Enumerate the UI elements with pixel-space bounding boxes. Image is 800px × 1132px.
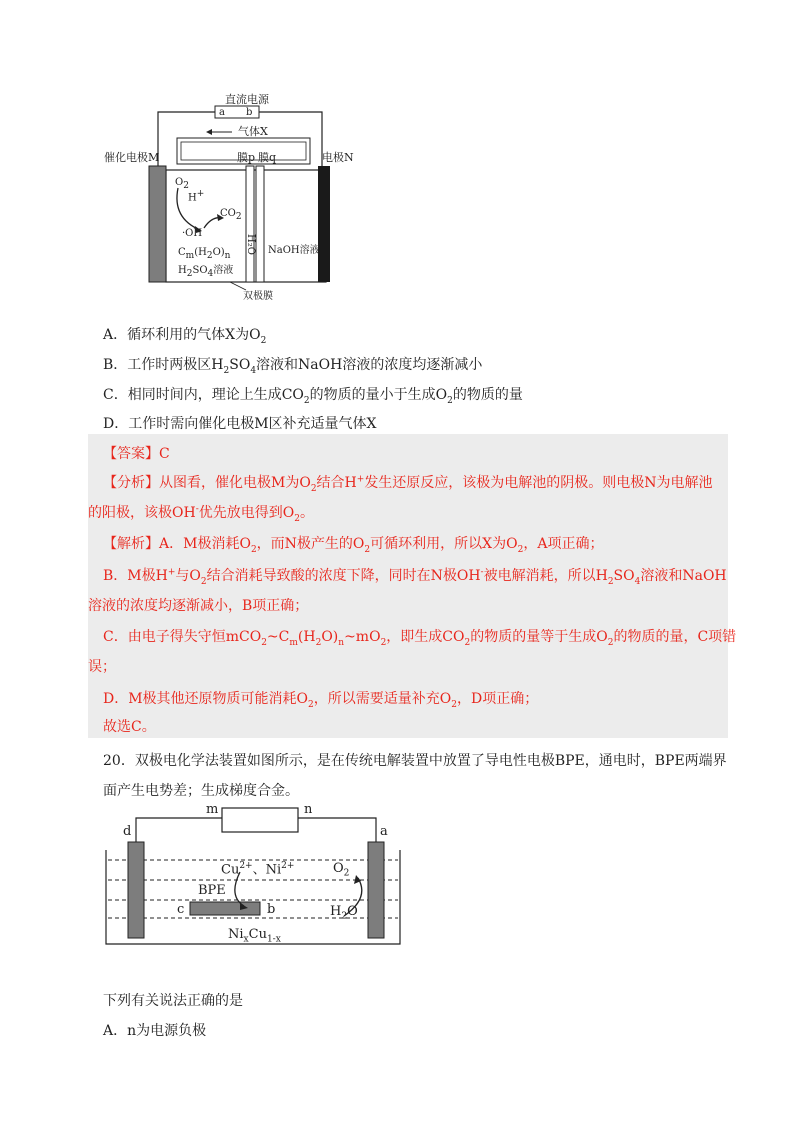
power-source-label: 直流电源 (225, 93, 269, 106)
explanation-line-b2: 溶液的浓度均逐渐减小，B项正确； (88, 598, 309, 614)
electrode-m-label: 催化电极M (104, 151, 160, 164)
q20-option-a: A．n为电源负极 (103, 1023, 207, 1039)
o2-label: $O_2$ (333, 861, 350, 879)
bpe-end-c-label: c (177, 902, 185, 917)
oh-radical-label: ·OH (182, 228, 203, 239)
o2-label: $O_2$ (175, 177, 189, 191)
terminal-n-label: n (304, 802, 313, 817)
electrode-d (128, 842, 144, 938)
wire-left (158, 112, 215, 170)
q20-stem-line-2: 面产生电势差；生成梯度合金。 (103, 783, 299, 799)
co2-label: $CO_2$ (220, 208, 242, 222)
h2o-label: H₂O (245, 234, 256, 255)
gas-x-label: 气体X (238, 125, 268, 138)
explanation-conclusion: 故选C。 (103, 719, 156, 735)
power-source-box (222, 808, 298, 832)
bipolar-membrane-label: 双极膜 (243, 291, 273, 302)
analysis-line-1: 【分析】从图看，催化电极M为$O_2$结合H+发生还原反应，该极为电解池的阴极。则电极N为电解池 (103, 474, 713, 494)
q19-option-c: C．相同时间内，理论上生成$CO_2$的物质的量小于生成$O_2$的物质的量 (103, 387, 523, 406)
cu-ni-ions-label: $Cu^{2+}$、$Ni^{2+}$ (221, 861, 295, 878)
q20-question: 下列有关说法正确的是 (103, 993, 243, 1009)
h2o-label: $H_2O$ (330, 904, 358, 922)
power-terminal-b: b (246, 107, 253, 118)
membrane-q (256, 166, 264, 282)
h-plus-label: H+ (188, 189, 205, 204)
terminal-m-label: m (206, 802, 219, 817)
membrane-p (246, 166, 254, 282)
q20-stem-line-1: 20．双极电化学法装置如图所示，是在传统电解装置中放置了导电性电极BPE，通电时，BPE两端界 (103, 753, 727, 769)
h2so4-solution-label: $H_2SO_4$溶液 (178, 265, 234, 279)
electrode-a (368, 842, 384, 938)
membrane-p-label: 膜p (237, 151, 256, 164)
q19-option-d: D．工作时需向催化电极M区补充适量气体X (103, 416, 377, 432)
explanation-line-c1: C．由电子得失守恒$mCO_2\sim C_m(H_2O)_n\sim mO_2$，即生成$CO_2$的物质的量等于生成$O_2$的物质的量，C项错 (103, 629, 737, 648)
bipolar-pointer (230, 282, 246, 290)
explanation-line-b1: B．M极H+与$O_2$结合消耗导致酸的浓度下降，同时在N极OH-被电解消耗，所以$H_2SO_4$溶液和NaOH (103, 567, 727, 587)
answer-tag: 【答案】C (103, 446, 170, 462)
naoh-solution-label: NaOH溶液 (268, 245, 320, 256)
explanation-line-d: D．M极其他还原物质可能消耗$O_2$，所以需要适量补充$O_2$，D项正确； (103, 691, 539, 710)
electrode-d-label: d (123, 824, 132, 839)
electrode-m (149, 166, 166, 282)
electrode-n (318, 166, 330, 282)
bpe-electrode (190, 902, 260, 915)
explanation-line-c2: 误； (88, 659, 116, 675)
wire-left (136, 818, 222, 842)
explanation-line-a: 【解析】A．M极消耗$O_2$，而N极产生的$O_2$可循环利用，所以X为$O_2$，A项正确； (103, 536, 604, 555)
cm-h2o-n-label: $C_m(H_2O)_n$ (178, 247, 231, 261)
membrane-q-label: 膜q (258, 151, 277, 164)
power-terminal-a: a (219, 107, 225, 118)
electrode-a-label: a (380, 824, 388, 839)
wire-right (298, 818, 376, 842)
alloy-label: $Ni_xCu_{1-x}$ (228, 927, 281, 945)
q19-option-a: A．循环利用的气体X为$O_2$ (103, 327, 267, 346)
bpe-end-b-label: b (267, 902, 276, 917)
bpe-label: BPE (198, 883, 226, 898)
analysis-line-2: 的阳极，该极OH-优先放电得到$O_2$。 (88, 504, 314, 524)
electrode-n-label: 电极N (322, 151, 354, 164)
q19-option-b: B．工作时两极区$H_2SO_4$溶液和NaOH溶液的浓度均逐渐减小 (103, 357, 483, 376)
